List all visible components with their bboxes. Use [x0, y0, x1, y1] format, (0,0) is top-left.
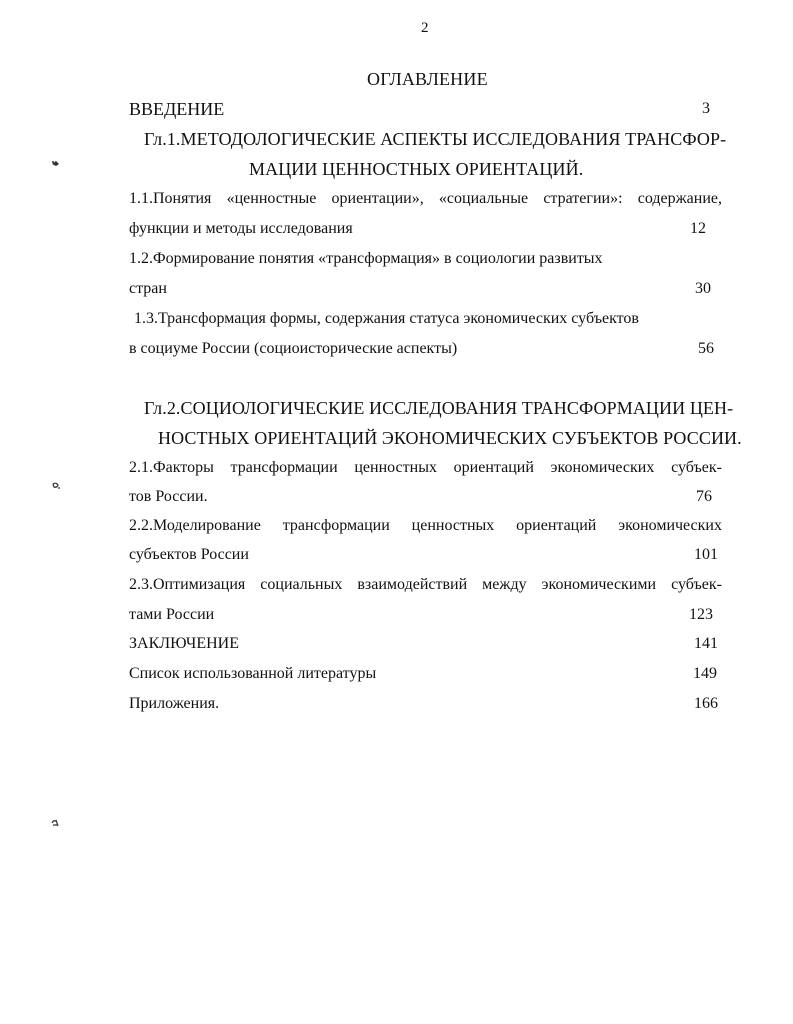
toc-entry-conclusion-label: ЗАКЛЮЧЕНИЕ [129, 635, 239, 652]
chapter-2-title-line-2: НОСТНЫХ ОРИЕНТАЦИЙ ЭКОНОМИЧЕСКИХ СУБЪЕКТОВ РОССИИ. [158, 428, 742, 448]
toc-entry-introduction-label: ВВЕДЕНИЕ [129, 99, 225, 119]
scan-speck-top [50, 158, 62, 168]
toc-section-1-2-line-1: 1.2.Формирование понятия «трансформация» в социологии развитых [129, 250, 603, 267]
toc-entry-bibliography-page: 149 [693, 665, 717, 682]
scan-speck-bottom [48, 816, 62, 830]
toc-section-2-3-line-1: 2.3.Оптимизация социальных взаимодействий между экономическими субъек- [129, 576, 722, 593]
chapter-2-title-line-1: Гл.2.СОЦИОЛОГИЧЕСКИЕ ИССЛЕДОВАНИЯ ТРАНСФОРМАЦИИ ЦЕН- [144, 398, 734, 418]
toc-section-2-1-page: 76 [696, 488, 712, 505]
toc-section-1-1-line-2: функции и методы исследования [129, 220, 353, 237]
toc-section-2-3-line-2: тами России [129, 606, 215, 623]
toc-entry-introduction-page: 3 [702, 100, 710, 117]
chapter-1-title-line-1: Гл.1.МЕТОДОЛОГИЧЕСКИЕ АСПЕКТЫ ИССЛЕДОВАНИЯ ТРАНСФОР- [144, 129, 727, 149]
toc-entry-conclusion-page: 141 [694, 635, 718, 652]
toc-section-1-1-page: 12 [690, 220, 706, 237]
toc-section-2-1-line-1: 2.1.Факторы трансформации ценностных ориентаций экономических субъек- [129, 459, 722, 476]
toc-section-1-2-page: 30 [695, 280, 711, 297]
page-number: 2 [421, 20, 429, 36]
scan-speck-middle [50, 480, 62, 492]
toc-entry-bibliography-label: Список использованной литературы [129, 665, 377, 682]
toc-section-1-3-line-1: 1.3.Трансформация формы, содержания статуса экономических субъектов [134, 310, 639, 327]
toc-section-2-2-line-2: субъектов России [129, 546, 249, 563]
toc-title: ОГЛАВЛЕНИЕ [367, 69, 488, 89]
chapter-1-title-line-2: МАЦИИ ЦЕННОСТНЫХ ОРИЕНТАЦИЙ. [249, 159, 584, 179]
toc-section-2-3-page: 123 [689, 606, 713, 623]
toc-section-1-3-page: 56 [698, 340, 714, 357]
toc-section-2-2-page: 101 [694, 546, 718, 563]
toc-entry-appendices-label: Приложения. [129, 695, 220, 712]
toc-section-1-1-line-1: 1.1.Понятия «ценностные ориентации», «социальные стратегии»: содержание, [129, 190, 722, 207]
toc-section-2-1-line-2: тов России. [129, 488, 208, 505]
toc-section-1-2-line-2: стран [129, 280, 167, 297]
toc-section-1-3-line-2: в социуме России (социоисторические аспекты) [129, 340, 458, 357]
toc-section-2-2-line-1: 2.2.Моделирование трансформации ценностных ориентаций экономических [129, 517, 722, 534]
toc-entry-appendices-page: 166 [694, 695, 718, 712]
